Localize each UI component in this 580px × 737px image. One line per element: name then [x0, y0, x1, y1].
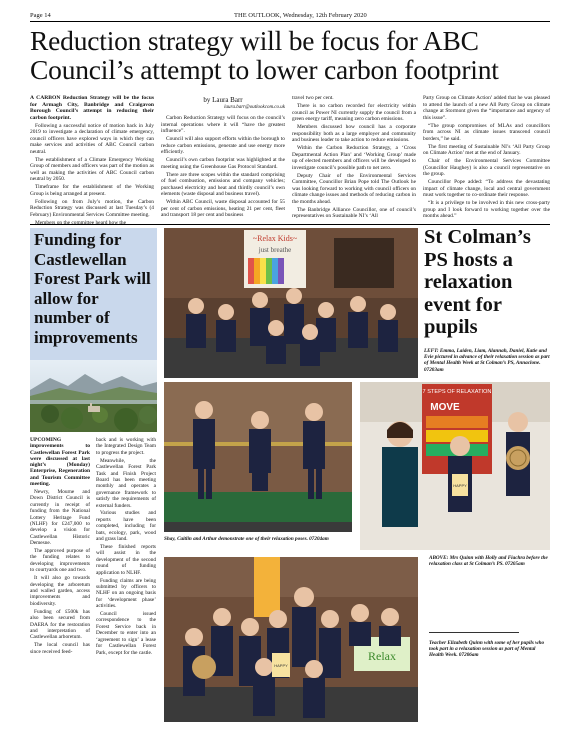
- story-paragraph: Funding claims are being submitted by officers to NLHF on an ongoing basis for ‘development phase’ activities.: [96, 577, 156, 610]
- relaxation-pose-photo: [164, 382, 352, 532]
- story-paragraph: Deputy Chair of the Environmental Services Committee, Councillor Brian Pope told The Outlook he was looking forward to working with council officers on climate change issues and methods of reducing carbon in the months ahead.: [292, 172, 416, 205]
- story-paragraph: Council’s own carbon footprint was highlighted at the meeting using the Greenhouse Gas Protocol Standard.: [161, 157, 285, 170]
- story-paragraph: Various studies and reports have been completed, including for bats, ecology, park, wood and grass land.: [96, 510, 156, 543]
- caption-above: ABOVE: Mrs Quinn with Holly and Fiachra before the relaxation class at St Colman’s PS. 07205am: [429, 555, 548, 568]
- author-email: laura.barr@outlookcom.co.uk: [224, 104, 285, 110]
- happy-card: HAPPY: [453, 483, 467, 488]
- story-paragraph: Members discussed how council has a corporate responsibility both as a large employer and community and business leader to take action to reduce emissions.: [292, 124, 416, 143]
- st-colman-headline: St Colman’s PS hosts a relaxation event for pupils: [424, 226, 531, 338]
- funding-story-col-2: [96, 437, 156, 657]
- byline: by Laura Barr: [203, 96, 243, 104]
- relax-sign: Relax: [368, 649, 396, 663]
- move-banner: MOVE: [430, 402, 460, 413]
- caption-photo-2: Shay, Caitlin and Arthur demonstrate one of their relaxation poses. 07204am: [164, 536, 329, 542]
- mrs-quinn-photo: [360, 382, 550, 550]
- main-story-col-1: [30, 95, 154, 228]
- main-headline: Reduction strategy will be focus for ABC Council’s attempt to lower carbon footprint: [30, 25, 499, 85]
- caption-teacher: Teacher Elizabeth Quinn with some of her pupils who took part in a relaxation session as part of Mental Health Week. 07206am: [429, 640, 545, 659]
- seven-steps-banner: 7 STEPS OF RELAXATION: [422, 389, 492, 395]
- story-paragraph: Following on from July’s motion, the Carbon Reduction Strategy was discussed at last Tuesday’s (4 February) Environmental Services Committee meeting.: [30, 198, 154, 218]
- page-header: [30, 12, 550, 22]
- relax-kids-sign: ~Relax Kids~: [252, 234, 298, 243]
- story-paragraph: Newry, Mourne and Down District Council is currently in receipt of funding from the National Lottery Heritage Fund (NLHF) for £247,000 to develop a vision for Castlewellan Historic Demesne.: [30, 488, 90, 547]
- just-breathe-sign: just breathe: [258, 246, 292, 254]
- story-paragraph: These finished reports will assist in the development of the second round of funding application to NLHF.: [96, 544, 156, 576]
- story-paragraph: back and is working with the Integrated Design Team to progress the project.: [96, 437, 156, 456]
- story-paragraph: Following a successful notice of motion back in July 2019 to investigate a declaration of climate emergency, council officers have explored ways in which they can make services and activities of ABC Council carbon neutral.: [30, 122, 154, 155]
- story-paragraph: It will also go towards developing the arboretum and walled garden, access improvements and biodiversity.: [30, 575, 90, 607]
- story-paragraph: The first meeting of Sustainable NI’s ‘All Party Group on Climate Action’ met at the end of January.: [423, 143, 550, 156]
- story-paragraph: Timeframe for the establishment of the Working Group is being arranged at present.: [30, 184, 154, 197]
- funding-story-col-1: [30, 437, 90, 657]
- story-paragraph: Chair of the Environmental Services Committee (Councillor Haughey) is also a council representative on the group.: [423, 158, 550, 177]
- story-paragraph: The local council has since received feed-: [30, 642, 90, 655]
- story-paragraph: travel two per cent.: [292, 95, 334, 101]
- caption-divider: [429, 632, 519, 633]
- paper-dateline: THE OUTLOOK, Wednesday, 12th February 2020: [234, 12, 367, 19]
- story-paragraph: Within ABC Council, waste disposal accounted for 55 per cent of carbon emissions, heating 21 per cent, fleet and transport 18 per cent and business: [161, 199, 285, 218]
- funding-headline: Funding for Castlewellan Forest Park will allow for number of improvements: [34, 230, 151, 347]
- story-paragraph: “It is a privilege to be involved in this new cross-party group and I look forward to working together over the months ahead.”: [423, 200, 550, 219]
- story-paragraph: Funding of £500k has also been secured from DAERA for the restoration and interpretation of Castlewellan arboretum.: [30, 608, 90, 641]
- main-story-col-2: [161, 97, 285, 220]
- story-paragraph: Councillor Pope added: “To address the devastating impact of climate change, local and central government must work together to co-ordinate their response.: [423, 179, 550, 198]
- pupils-group-photo: [164, 228, 418, 378]
- forest-landscape-photo: [30, 360, 157, 432]
- story-paragraph: Members on the committee heard how the: [35, 219, 127, 226]
- story-paragraph: The Banbridge Alliance Councillor, one of council’s representatives on Sustainable NI’s ‘All: [292, 206, 416, 219]
- story-paragraph: The establishment of a Climate Emergency Working Group of members and officers was part of the motion as well as making the activities of ABC Council carbon neutral by 2050.: [30, 156, 154, 182]
- caption-left: LEFT: Emma, Laiden, Liam, Alannah, Daniel, Katie and Evie pictured in advance of their relaxation session as part of Mental Health Week at St Colman’s PS, Annaclone. 07203am: [424, 348, 550, 373]
- story-paragraph: Party Group on Climate Action’ added that he was pleased to attend the launch of a new All Party Group on climate change at Stormont given the “importance and urgency of this issue”.: [423, 95, 550, 121]
- story-paragraph: There is no carbon recorded for electricity within council as Power NI currently supply the council from a green energy tariff, meaning zero carbon emissions.: [292, 103, 416, 122]
- story-paragraph: There are three scopes within the standard comprising of fuel combustion, emissions and company vehicles; purchased electricity and heat and thirdly council’s own elements (waste disposal and business travel).: [161, 171, 285, 197]
- story-lead: UPCOMING improvements to Castlewellan Forest Park were discussed at last night’s (Monday) Enterprise, Regeneration and Tourism Committee meeting.: [30, 437, 90, 488]
- section-divider: [30, 224, 550, 225]
- story-paragraph: “The group compromises of MLAs and councillors from across NI as climate issues transcend council borders,” he said.: [423, 122, 550, 142]
- story-lead: A CARBON Reduction Strategy will be the focus for Armagh City, Banbridge and Craigavon Borough Council’s attempt in reducing their carbon footprint.: [30, 95, 154, 121]
- story-paragraph: Carbon Reduction Strategy will focus on the council’s internal operations where it will “have the greatest influence”.: [161, 115, 285, 134]
- main-story-col-4: [423, 95, 550, 221]
- story-paragraph: Meanwhile, the Castlewellan Forest Park Task and Finish Project Board has been meeting monthly and operates a governance framework to satisfy the requirements of external funders.: [96, 457, 156, 509]
- story-paragraph: The approved purpose of the funding relates to developing improvements to courtyards one and two.: [30, 548, 90, 574]
- main-story-col-3: [292, 95, 416, 221]
- story-paragraph: Council issued correspondence to the Forest Service back in December to enter into an ‘agreement to sign’ a lease for Castlewellan Forest Park, except for the castle.: [96, 611, 156, 656]
- story-paragraph: Within the Carbon Reduction Strategy, a ‘Cross Departmental Action Plan’ and ‘Working Group’ made up of elected members and officers will be developed to investigate council’s possible path to net zero.: [292, 145, 416, 171]
- teacher-with-pupils-photo: [164, 557, 418, 722]
- happy-card-2: HAPPY: [274, 663, 288, 668]
- page-number: Page 14: [30, 12, 51, 19]
- story-paragraph: Council will also support efforts within the borough to reduce carbon emissions, generate and use energy more efficiently.: [161, 136, 285, 155]
